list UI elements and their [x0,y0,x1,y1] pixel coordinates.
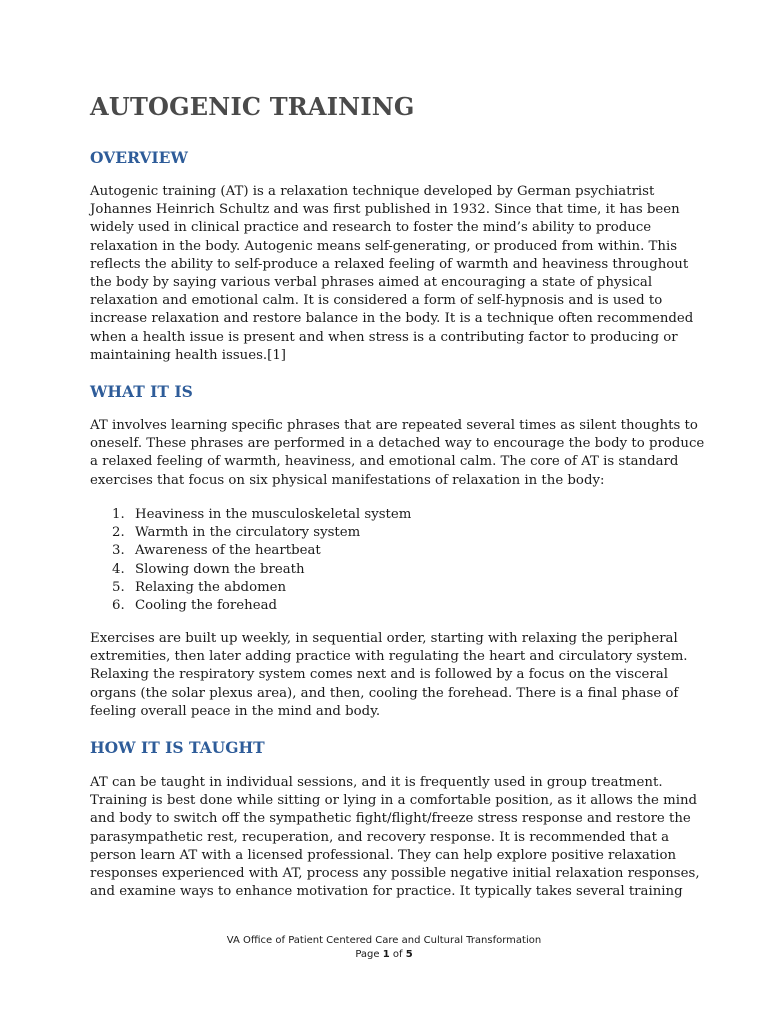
list-item-text: Relaxing the abdomen [135,579,287,595]
text-line: relaxation in the body. Autogenic means self-generating, or produced from within. This [90,238,678,254]
footer-page-number [0,949,768,960]
manifestations-list [112,506,411,615]
page-total: 5 [405,949,413,960]
overview-paragraph [90,183,694,365]
list-item-text: Cooling the forehead [135,598,278,614]
list-item [112,579,411,597]
list-item [112,597,411,615]
list-number: 2. [112,525,125,541]
text-line: oneself. These phrases are performed in a detached way to encourage the body to produce [90,436,705,452]
list-item [112,542,411,560]
text-line: the body by saying various verbal phrases aimed at encouraging a state of physical [90,275,653,291]
text-line: AT can be taught in individual sessions, and it is frequently used in group treatment. [90,775,663,790]
text-line: Exercises are built up weekly, in sequential order, starting with relaxing the peripheral [90,631,678,646]
text-line: maintaining health issues.[1] [90,347,286,363]
text-line: relaxation and emotional calm. It is considered a form of self-hypnosis and is used to [90,293,663,309]
how-it-is-taught-paragraph [90,774,700,901]
what-it-is-heading: WHAT IT IS [90,382,193,401]
list-item [112,506,411,524]
list-number: 3. [112,543,125,559]
text-line: and examine ways to enhance motivation for practice. It typically takes several training [90,884,683,900]
list-number: 1. [112,507,125,522]
list-item-text: Heaviness in the musculoskeletal system [135,507,412,522]
text-line: Johannes Heinrich Schultz and was first published in 1932. Since that time, it has been [90,202,680,218]
list-item-text: Warmth in the circulatory system [135,525,361,541]
page-of: of [392,949,403,960]
text-line: reflects the ability to self-produce a relaxed feeling of warmth and heaviness throughout [90,256,689,272]
list-number: 5. [112,579,125,595]
text-line: Autogenic training (AT) is a relaxation technique developed by German psychiatrist [90,184,655,199]
overview-heading: OVERVIEW [90,148,188,167]
text-line: exercises that focus on six physical manifestations of relaxation in the body: [90,472,605,488]
how-it-is-taught-heading: HOW IT IS TAUGHT [90,738,265,757]
list-item-text: Slowing down the breath [135,561,305,577]
text-line: widely used in clinical practice and research to foster the mind’s ability to produce [90,220,652,236]
list-item-text: Awareness of the heartbeat [135,543,321,559]
list-item [112,561,411,579]
list-number: 4. [112,561,125,577]
footer-organization: VA Office of Patient Centered Care and Cultural Transformation [226,935,542,946]
text-line: and body to switch off the sympathetic fight/flight/freeze stress response and restore the [90,811,691,827]
page-current: 1 [382,949,390,960]
what-it-is-closing [90,630,690,721]
text-line: when a health issue is present and when stress is a contributing factor to producing or [90,329,678,345]
text-line: organs (the solar plexus area), and then, cooling the forehead. There is a final phase of [90,685,679,701]
text-line: extremities, then later adding practice with regulating the heart and circulatory system. [90,649,688,665]
list-number: 6. [112,598,125,614]
what-it-is-intro [90,417,705,490]
text-line: Training is best done while sitting or lying in a comfortable position, as it allows the mind [90,793,698,809]
text-line: feeling overall peace in the mind and body. [90,703,381,719]
list-item [112,524,411,542]
text-line: parasympathetic rest, recuperation, and recovery response. It is recommended that a [90,829,670,845]
text-line: responses experienced with AT, process any possible negative initial relaxation responses, [90,866,700,882]
text-line: person learn AT with a licensed professional. They can help explore positive relaxation [90,847,677,863]
text-line: increase relaxation and restore balance in the body. It is a technique often recommended [90,311,694,327]
text-line: a relaxed feeling of warmth, heaviness, and emotional calm. The core of AT is standard [90,454,679,470]
text-line: Relaxing the respiratory system comes next and is followed by a focus on the visceral [90,667,668,683]
text-line: AT involves learning specific phrases that are repeated several times as silent thoughts to [90,418,698,433]
document-title: AUTOGENIC TRAINING [90,92,415,121]
page-label: Page [355,949,380,960]
